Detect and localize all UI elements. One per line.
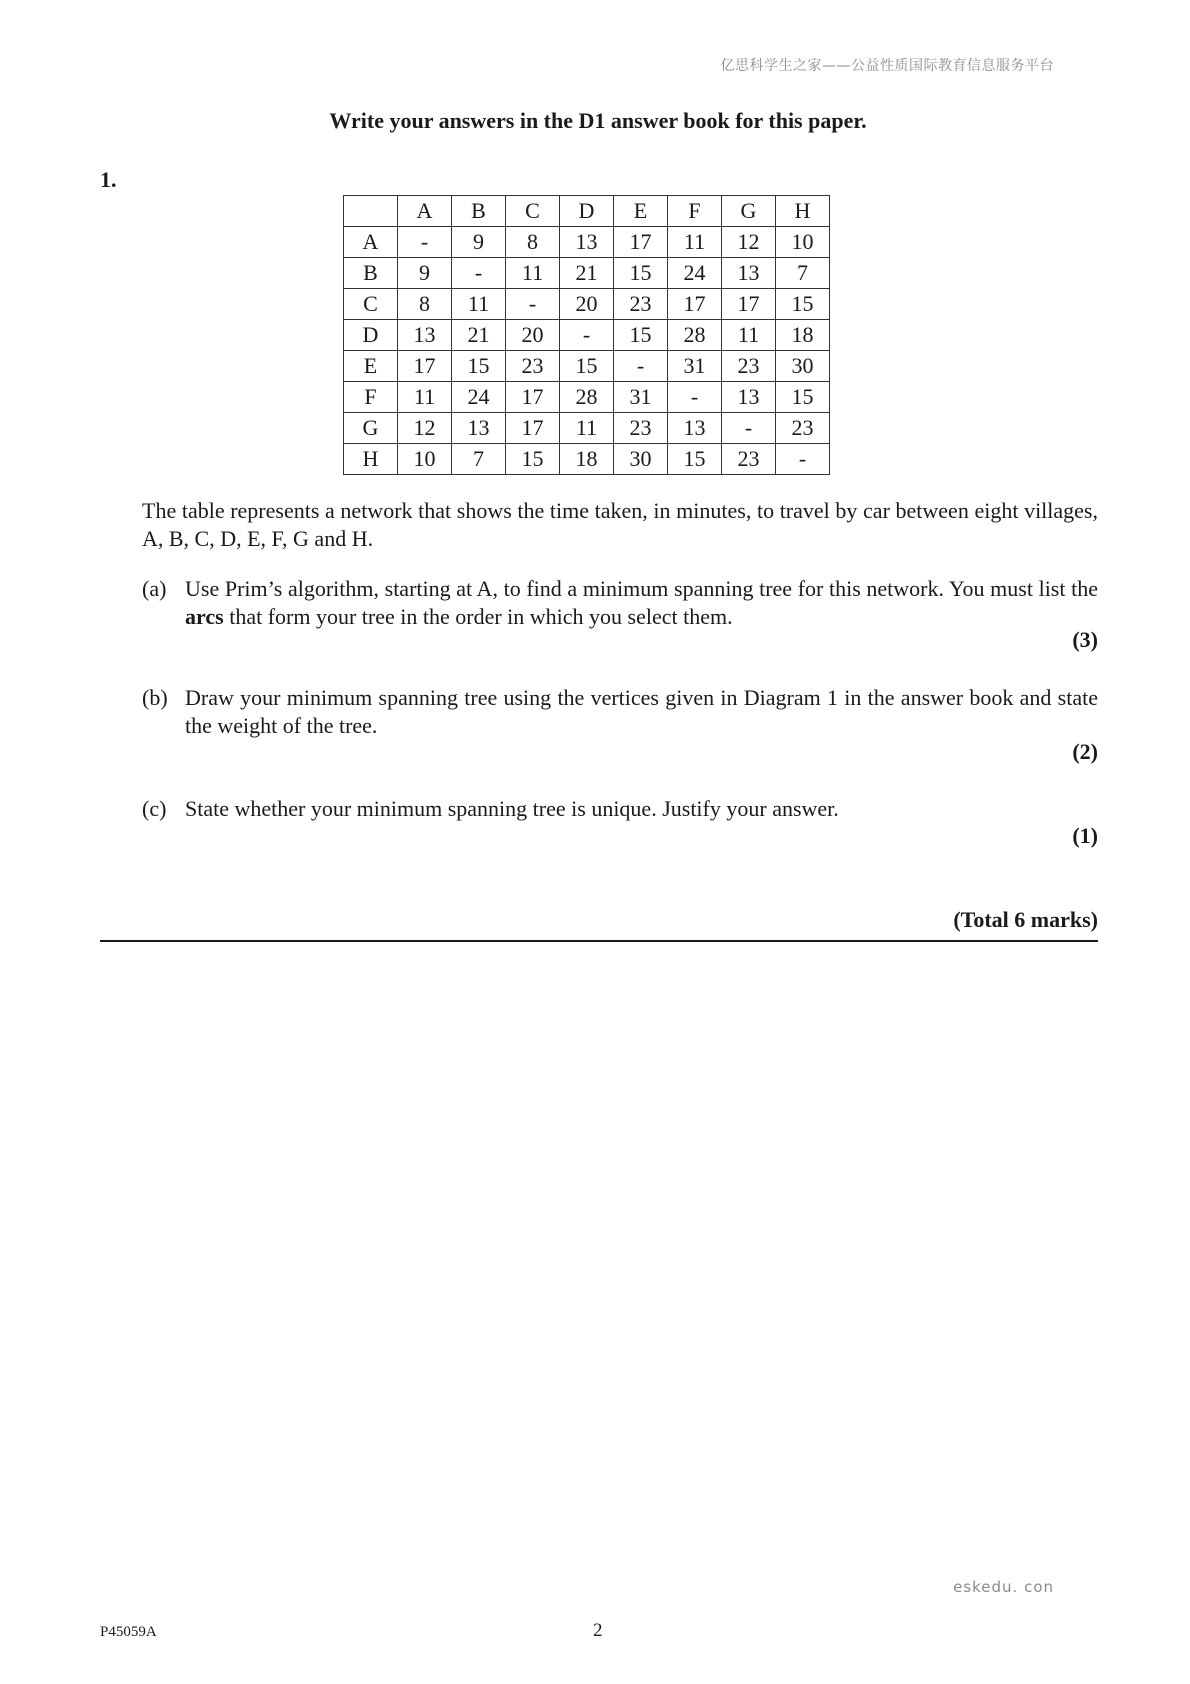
distance-table bbox=[343, 195, 830, 475]
table-cell: 13 bbox=[722, 382, 776, 413]
part-b-text: Draw your minimum spanning tree using the vertices given in Diagram 1 in the answer book and state the weight of the tree. bbox=[185, 685, 1098, 738]
table-cell: 11 bbox=[722, 320, 776, 351]
table-cell: 13 bbox=[452, 413, 506, 444]
row-header: A bbox=[344, 227, 398, 258]
table-cell: 23 bbox=[776, 413, 830, 444]
table-cell: 8 bbox=[506, 227, 560, 258]
footer-site: eskedu. con bbox=[953, 1578, 1054, 1596]
table-cell: 13 bbox=[398, 320, 452, 351]
table-row bbox=[344, 258, 830, 289]
table-cell: 15 bbox=[668, 444, 722, 475]
part-a-text: Use Prim’s algorithm, starting at A, to find a minimum spanning tree for this network. You must list the arcs that form your tree in the order in which you select them. bbox=[185, 576, 1098, 629]
row-header: D bbox=[344, 320, 398, 351]
part-c-text: State whether your minimum spanning tree is unique. Justify your answer. bbox=[185, 796, 839, 821]
column-header: H bbox=[776, 196, 830, 227]
table-cell: 30 bbox=[614, 444, 668, 475]
table-cell: 15 bbox=[776, 289, 830, 320]
instruction-heading: Write your answers in the D1 answer book for this paper. bbox=[329, 108, 867, 133]
table-cell: 11 bbox=[506, 258, 560, 289]
row-header: E bbox=[344, 351, 398, 382]
table-cell: 7 bbox=[776, 258, 830, 289]
table-cell: - bbox=[506, 289, 560, 320]
table-cell: 7 bbox=[452, 444, 506, 475]
table-cell: 17 bbox=[722, 289, 776, 320]
table-cell: 15 bbox=[452, 351, 506, 382]
table-cell: 30 bbox=[776, 351, 830, 382]
paper-code: P45059A bbox=[100, 1624, 157, 1640]
table-cell: 18 bbox=[776, 320, 830, 351]
question-number: 1. bbox=[100, 167, 117, 192]
table-cell: 15 bbox=[614, 320, 668, 351]
table-row bbox=[344, 289, 830, 320]
page-number: 2 bbox=[593, 1620, 603, 1641]
table-cell: - bbox=[722, 413, 776, 444]
row-header: B bbox=[344, 258, 398, 289]
table-cell: 15 bbox=[776, 382, 830, 413]
table-cell: - bbox=[560, 320, 614, 351]
table-cell: 13 bbox=[560, 227, 614, 258]
intro-paragraph: The table represents a network that shows the time taken, in minutes, to travel by car between eight villages, A, B, C, D, E, F, G and H. bbox=[142, 498, 1098, 551]
table-cell: 28 bbox=[560, 382, 614, 413]
table-cell: 8 bbox=[398, 289, 452, 320]
part-c-marks: (1) bbox=[1072, 823, 1098, 848]
table-cell: 20 bbox=[506, 320, 560, 351]
table-row bbox=[344, 382, 830, 413]
table-row bbox=[344, 320, 830, 351]
table-cell: 13 bbox=[722, 258, 776, 289]
column-header: B bbox=[452, 196, 506, 227]
row-header: H bbox=[344, 444, 398, 475]
row-header: C bbox=[344, 289, 398, 320]
table-cell: 9 bbox=[452, 227, 506, 258]
table-cell: 24 bbox=[452, 382, 506, 413]
watermark-text: 亿思科学生之家——公益性质国际教育信息服务平台 bbox=[720, 58, 1054, 74]
table-cell: - bbox=[668, 382, 722, 413]
table-cell: 15 bbox=[614, 258, 668, 289]
table-cell: 17 bbox=[398, 351, 452, 382]
table-cell: 20 bbox=[560, 289, 614, 320]
table-cell: - bbox=[614, 351, 668, 382]
column-header: A bbox=[398, 196, 452, 227]
column-header: D bbox=[560, 196, 614, 227]
table-header-row bbox=[344, 196, 830, 227]
table-cell: 12 bbox=[722, 227, 776, 258]
table-cell: 23 bbox=[506, 351, 560, 382]
table-cell: 23 bbox=[722, 351, 776, 382]
column-header: C bbox=[506, 196, 560, 227]
table-cell: 11 bbox=[398, 382, 452, 413]
table-cell: 9 bbox=[398, 258, 452, 289]
table-cell: 23 bbox=[614, 413, 668, 444]
part-a-marks: (3) bbox=[1072, 627, 1098, 652]
table-row bbox=[344, 227, 830, 258]
table-cell: 28 bbox=[668, 320, 722, 351]
table-cell: 11 bbox=[668, 227, 722, 258]
column-header: F bbox=[668, 196, 722, 227]
part-b bbox=[142, 684, 1098, 740]
part-a-bold: arcs bbox=[185, 604, 224, 629]
part-a-label: (a) bbox=[142, 576, 167, 601]
table-cell: 31 bbox=[668, 351, 722, 382]
table-cell: 12 bbox=[398, 413, 452, 444]
table-cell: 21 bbox=[452, 320, 506, 351]
table-cell: 10 bbox=[776, 227, 830, 258]
column-header: G bbox=[722, 196, 776, 227]
part-c bbox=[142, 795, 1098, 823]
table-cell: 18 bbox=[560, 444, 614, 475]
table-cell: 17 bbox=[506, 382, 560, 413]
table-cell: 11 bbox=[452, 289, 506, 320]
table-cell: 31 bbox=[614, 382, 668, 413]
row-header: G bbox=[344, 413, 398, 444]
table-cell: 10 bbox=[398, 444, 452, 475]
table-row bbox=[344, 413, 830, 444]
part-b-label: (b) bbox=[142, 685, 168, 710]
table-cell: 15 bbox=[560, 351, 614, 382]
table-cell: - bbox=[398, 227, 452, 258]
total-marks: (Total 6 marks) bbox=[953, 907, 1098, 932]
table-cell: 24 bbox=[668, 258, 722, 289]
column-header: E bbox=[614, 196, 668, 227]
table-cell: - bbox=[452, 258, 506, 289]
table-cell: 17 bbox=[668, 289, 722, 320]
table-row bbox=[344, 444, 830, 475]
table-cell: 23 bbox=[722, 444, 776, 475]
section-divider bbox=[100, 940, 1098, 942]
table-cell: 11 bbox=[560, 413, 614, 444]
table-corner-cell bbox=[344, 196, 398, 227]
row-header: F bbox=[344, 382, 398, 413]
table-cell: 13 bbox=[668, 413, 722, 444]
part-b-marks: (2) bbox=[1072, 739, 1098, 764]
part-c-label: (c) bbox=[142, 796, 167, 821]
table-cell: 23 bbox=[614, 289, 668, 320]
table-cell: 21 bbox=[560, 258, 614, 289]
table-row bbox=[344, 351, 830, 382]
part-a bbox=[142, 575, 1098, 631]
table-cell: 17 bbox=[506, 413, 560, 444]
table-cell: 17 bbox=[614, 227, 668, 258]
table-cell: - bbox=[776, 444, 830, 475]
table-cell: 15 bbox=[506, 444, 560, 475]
